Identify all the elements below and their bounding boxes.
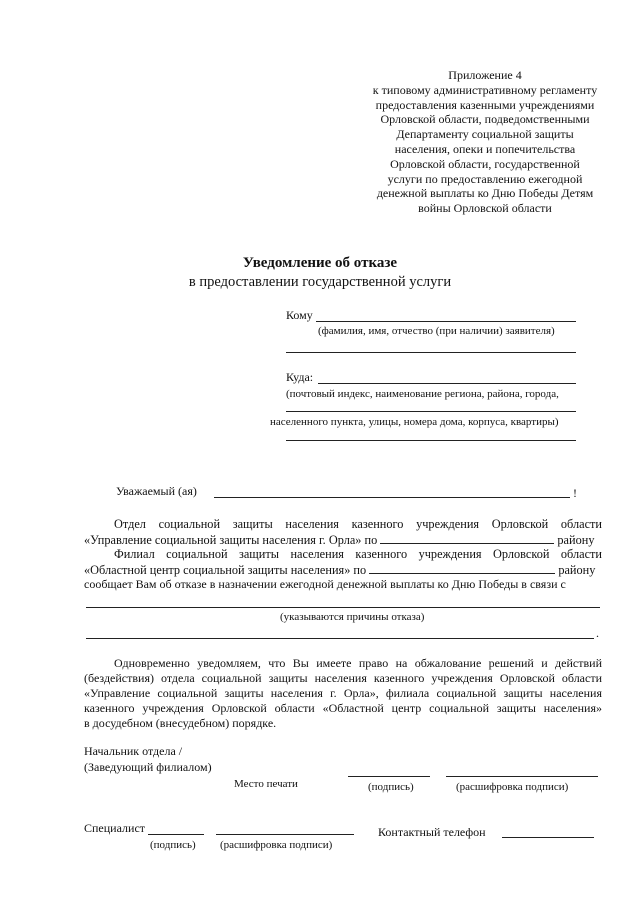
document-title: Уведомление об отказе	[242, 255, 398, 271]
p1-line-3: Филиал социальной защиты населения казенного учреждения Орловской области	[114, 547, 602, 561]
phone-label: Контактный телефон	[378, 825, 486, 839]
district-field-1[interactable]	[380, 532, 554, 544]
p1-line-2-end: району	[557, 533, 595, 547]
annex-line: войны Орловской области	[418, 201, 552, 216]
annex-line: к типовому административному регламенту	[372, 82, 598, 97]
annex-line: Орловской области, государственной	[390, 156, 580, 171]
head-title-1: Начальник отдела /	[84, 744, 183, 758]
greeting-end: !	[573, 486, 577, 500]
where-address-field-2[interactable]	[286, 411, 576, 412]
greeting-name-field[interactable]	[214, 497, 570, 498]
stamp-place: Место печати	[234, 778, 298, 790]
annex-header	[360, 68, 610, 216]
p2-line-5: в досудебном (внесудебном) порядке.	[84, 716, 277, 730]
p1-line-2-start: «Управление социальной защиты населения г. Орла» по	[84, 533, 378, 547]
p1-line-4	[84, 562, 602, 578]
to-hint: (фамилия, имя, отчество (при наличии) заявителя)	[318, 325, 555, 337]
p1-line-4-start: «Областной центр социальной защиты населения» по	[84, 563, 367, 577]
reason-end: .	[596, 626, 599, 640]
head-sign-hint: (подпись)	[368, 781, 414, 793]
specialist-decode-field[interactable]	[216, 834, 354, 835]
where-hint-2: населенного пункта, улицы, номера дома, корпуса, квартиры)	[270, 416, 559, 428]
p1-line-5: сообщает Вам об отказе в назначении ежегодной денежной выплаты ко Дню Победы в связи с	[84, 577, 566, 591]
specialist-decode-hint: (расшифровка подписи)	[220, 839, 333, 851]
reason-hint: (указываются причины отказа)	[280, 611, 425, 623]
where-label: Куда:	[286, 370, 314, 384]
p1-line-4-end: району	[558, 563, 596, 577]
annex-line: Орловской области, подведомственными	[380, 112, 590, 127]
p2-line-3: «Управление социальной защиты населения г. Орла», филиала социальной защиты населения	[84, 686, 602, 700]
to-label: Кому	[286, 308, 313, 322]
where-address-field-3[interactable]	[286, 440, 576, 441]
annex-line: Приложение 4	[448, 68, 522, 82]
annex-line: населения, опеки и попечительства	[394, 141, 576, 156]
p1-line-1: Отдел социальной защиты населения казенного учреждения Орловской области	[114, 517, 602, 531]
head-signature-field[interactable]	[348, 776, 430, 777]
annex-line: предоставления казенными учреждениями	[375, 97, 595, 112]
document-subtitle: в предоставлении государственной услуги	[188, 274, 452, 290]
head-title-2: (Заведующий филиалом)	[84, 760, 212, 774]
reason-field-1[interactable]	[86, 607, 600, 608]
to-extra-field[interactable]	[286, 352, 576, 353]
phone-field[interactable]	[502, 837, 594, 838]
annex-line: денежной выплаты ко Дню Победы Детям	[376, 186, 594, 201]
greeting-label: Уважаемый (ая)	[116, 484, 197, 498]
to-name-field[interactable]	[316, 321, 576, 322]
district-field-2[interactable]	[369, 562, 555, 574]
head-decode-field[interactable]	[446, 776, 598, 777]
reason-field-2[interactable]	[86, 638, 594, 639]
annex-line: Департаменту социальной защиты	[396, 127, 574, 142]
p2-line-1: Одновременно уведомляем, что Вы имеете право на обжалование решений и действий	[114, 656, 602, 670]
p1-line-2	[84, 532, 602, 548]
head-decode-hint: (расшифровка подписи)	[456, 781, 569, 793]
where-address-field[interactable]	[318, 383, 576, 384]
specialist-signature-field[interactable]	[148, 834, 204, 835]
specialist-sign-hint: (подпись)	[150, 839, 196, 851]
specialist-label: Специалист	[84, 821, 146, 835]
p2-line-4: казенного учреждения Орловской области «Областной центр социальной защиты населения»	[84, 701, 602, 715]
where-hint-1: (почтовый индекс, наименование региона, района, города,	[286, 388, 559, 400]
annex-line: услуги по предоставлению ежегодной	[387, 171, 583, 186]
p2-line-2: (бездействия) отдела социальной защиты населения казенного учреждения Орловской области	[84, 671, 602, 685]
